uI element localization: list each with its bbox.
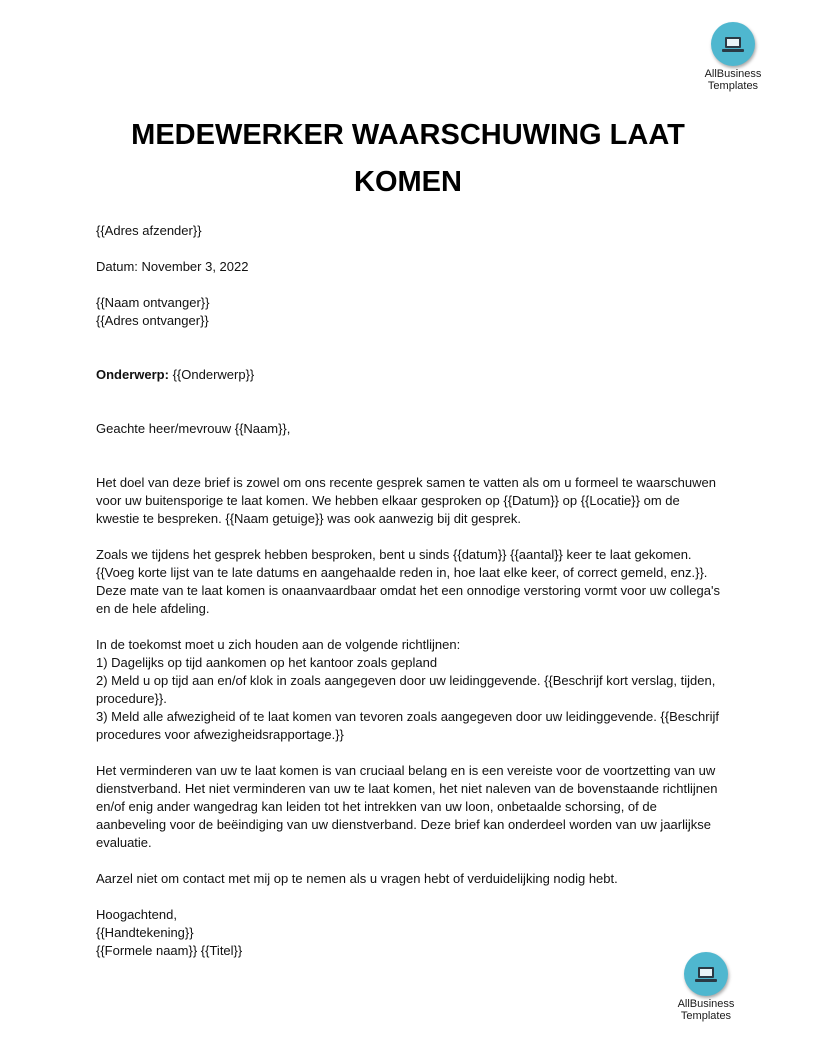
- paragraph-consequences: Het verminderen van uw te laat komen is van cruciaal belang en is een vereiste voor de voortzetting van uw dienstverband. Het niet verminderen van uw te laat komen, het niet naleven van de bovenstaande richtlijnen en/of enig ander wangedrag kan leiden tot het intrekken van uw loon, onbetaalde schorsing, of de aanbeveling voor de beëindiging van uw dienstverband. Deze brief kan onderdeel worden van uw jaarlijkse evaluatie.: [96, 763, 718, 850]
- subject-value: {{Onderwerp}}: [172, 367, 255, 382]
- paragraph-contact: Aarzel niet om contact met mij op te nemen als u vragen hebt of verduidelijking nodig hebt.: [96, 871, 618, 886]
- recipient-name: {{Naam ontvanger}}: [96, 295, 210, 310]
- letter-body: [96, 222, 726, 960]
- sender-address: {{Adres afzender}}: [96, 223, 202, 238]
- subject-line: [96, 366, 726, 384]
- signature-placeholder: {{Handtekening}}: [96, 925, 194, 940]
- logo-line1: AllBusiness: [704, 68, 762, 80]
- logo-line2: Templates: [707, 80, 759, 92]
- guideline-item: 2) Meld u op tijd aan en/of klok in zoals aangegeven door uw leidinggevende. {{Beschrijf kort verslag, tijden, procedure}}.: [96, 673, 716, 706]
- document-title: MEDEWERKER WAARSCHUWING LAAT KOMEN: [131, 119, 685, 198]
- logo-text: [661, 998, 751, 1022]
- salutation: Geachte heer/mevrouw {{Naam}},: [96, 421, 291, 436]
- guideline-item: 1) Dagelijks op tijd aankomen op het kantoor zoals gepland: [96, 655, 438, 670]
- logo-text: [688, 68, 778, 92]
- date-line: Datum: November 3, 2022: [96, 259, 249, 274]
- paragraph-purpose: Het doel van deze brief is zowel om ons recente gesprek samen te vatten als om u formeel te waarschuwen voor uw buitensporige te laat komen. We hebben elkaar gesproken op {{Datum}} op {{Locatie}} om de kwestie te bespreken. {{Naam getuige}} was ook aanwezig bij dit gesprek.: [96, 475, 716, 526]
- closing: Hoogachtend,: [96, 907, 177, 922]
- recipient-address: {{Adres ontvanger}}: [96, 313, 209, 328]
- subject-label: Onderwerp:: [96, 367, 169, 382]
- allbusiness-logo-top: [688, 22, 778, 92]
- logo-line1: AllBusiness: [677, 998, 735, 1010]
- paragraph-lateness: Zoals we tijdens het gesprek hebben besproken, bent u sinds {{datum}} {{aantal}} keer te laat gekomen. {{Voeg korte lijst van te late datums en aangehaalde reden in, hoe laat elke keer, of correct gemeld, enz.}}. Deze mate van te laat komen is onaanvaardbaar omdat het een onnodige verstoring vormt voor uw collega's en de hele afdeling.: [96, 547, 720, 616]
- guidelines-intro: In de toekomst moet u zich houden aan de volgende richtlijnen:: [96, 637, 461, 652]
- logo-line2: Templates: [680, 1010, 732, 1022]
- guideline-item: 3) Meld alle afwezigheid of te laat komen van tevoren zoals aangegeven door uw leidinggevende. {{Beschrijf procedures voor afwezigheidsrapportage.}}: [96, 709, 719, 742]
- formal-name-title: {{Formele naam}} {{Titel}}: [96, 943, 243, 958]
- laptop-icon: [684, 952, 728, 996]
- laptop-icon: [711, 22, 755, 66]
- allbusiness-logo-bottom: [661, 952, 751, 1022]
